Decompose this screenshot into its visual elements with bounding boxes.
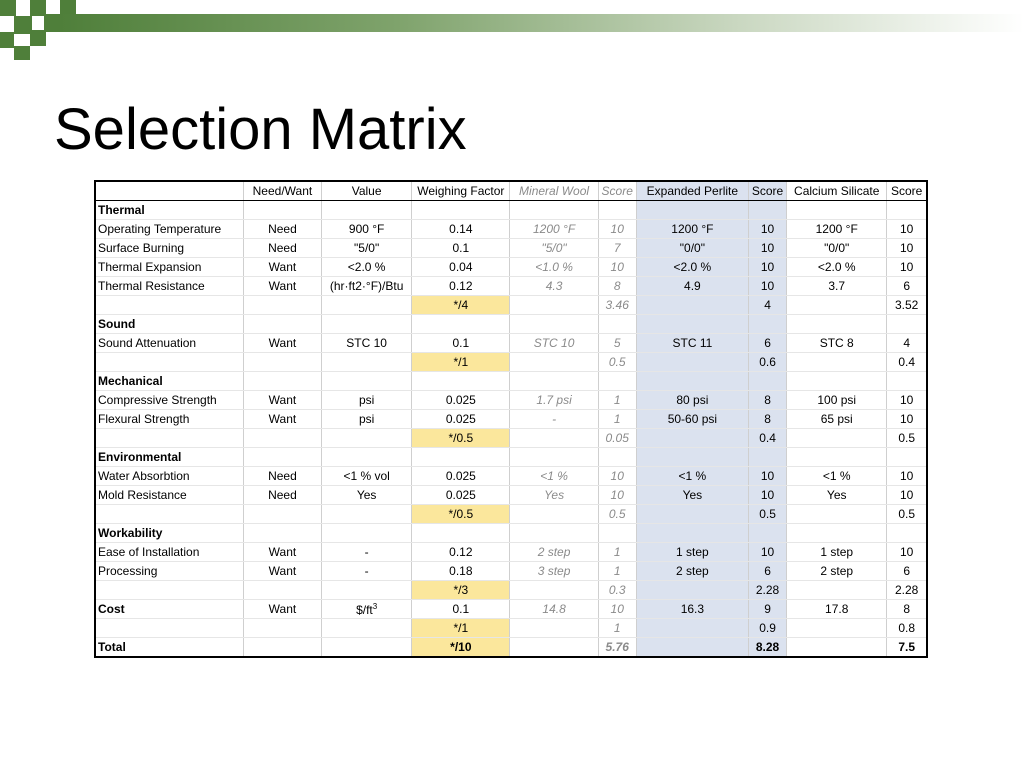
table-cell	[322, 372, 412, 391]
header-weighing-factor: Weighing Factor	[412, 181, 510, 201]
table-cell: 1 step	[787, 543, 887, 562]
row-label: Thermal	[95, 201, 243, 220]
table-cell	[243, 429, 321, 448]
table-cell: 0.5	[598, 505, 636, 524]
table-cell	[243, 524, 321, 543]
table-cell	[787, 638, 887, 658]
table-cell: STC 8	[787, 334, 887, 353]
table-row	[95, 239, 927, 258]
table-cell	[636, 296, 748, 315]
table-row	[95, 372, 927, 391]
table-cell: 10	[598, 258, 636, 277]
table-cell	[243, 201, 321, 220]
table-cell: 1	[598, 391, 636, 410]
table-cell: 0.025	[412, 486, 510, 505]
table-cell: Need	[243, 239, 321, 258]
table-cell: Yes	[322, 486, 412, 505]
table-row	[95, 410, 927, 429]
row-label: Cost	[95, 600, 243, 619]
table-cell: 5.76	[598, 638, 636, 658]
row-label: Total	[95, 638, 243, 658]
header-calcium-silicate-score: Score	[887, 181, 927, 201]
row-label: Ease of Installation	[95, 543, 243, 562]
table-cell: 8	[598, 277, 636, 296]
table-cell	[412, 315, 510, 334]
table-cell	[510, 581, 598, 600]
table-cell	[787, 429, 887, 448]
table-cell: "5/0"	[510, 239, 598, 258]
table-cell: 4.3	[510, 277, 598, 296]
deco-square	[14, 46, 30, 60]
table-cell: Want	[243, 258, 321, 277]
table-row	[95, 638, 927, 658]
table-cell: 80 psi	[636, 391, 748, 410]
table-cell: 10	[598, 486, 636, 505]
table-cell: 3 step	[510, 562, 598, 581]
table-cell	[243, 619, 321, 638]
header-corner	[95, 181, 243, 201]
table-cell: 0.8	[887, 619, 927, 638]
table-cell	[636, 448, 748, 467]
row-label: Flexural Strength	[95, 410, 243, 429]
row-label: Water Absorbtion	[95, 467, 243, 486]
table-cell: 10	[598, 600, 636, 619]
table-cell	[322, 201, 412, 220]
table-cell: <1 %	[636, 467, 748, 486]
table-cell: 3.7	[787, 277, 887, 296]
table-cell: -	[322, 562, 412, 581]
table-cell	[510, 315, 598, 334]
row-label: Thermal Expansion	[95, 258, 243, 277]
table-cell: 2 step	[510, 543, 598, 562]
table-cell: Need	[243, 220, 321, 239]
table-cell	[510, 619, 598, 638]
table-cell: -	[510, 410, 598, 429]
table-cell: 0.6	[749, 353, 787, 372]
table-row	[95, 562, 927, 581]
table-cell	[322, 353, 412, 372]
header-value: Value	[322, 181, 412, 201]
table-cell: Need	[243, 467, 321, 486]
table-cell: 0.14	[412, 220, 510, 239]
row-label	[95, 619, 243, 638]
header-expanded-perlite: Expanded Perlite	[636, 181, 748, 201]
table-cell	[749, 201, 787, 220]
table-cell: psi	[322, 410, 412, 429]
table-cell: 10	[887, 391, 927, 410]
table-cell	[787, 353, 887, 372]
table-cell	[636, 638, 748, 658]
table-cell: 10	[749, 277, 787, 296]
table-cell: "0/0"	[636, 239, 748, 258]
table-cell	[636, 619, 748, 638]
table-cell: Yes	[510, 486, 598, 505]
table-cell: 10	[887, 543, 927, 562]
table-cell	[322, 505, 412, 524]
row-label	[95, 353, 243, 372]
table-cell	[243, 448, 321, 467]
table-cell	[243, 505, 321, 524]
table-cell: 0.1	[412, 239, 510, 258]
table-cell	[243, 581, 321, 600]
table-row	[95, 315, 927, 334]
table-cell	[787, 315, 887, 334]
table-cell: 0.04	[412, 258, 510, 277]
table-cell: 5	[598, 334, 636, 353]
table-cell: 4	[749, 296, 787, 315]
table-cell: 10	[887, 239, 927, 258]
table-cell	[887, 315, 927, 334]
table-cell: 0.12	[412, 277, 510, 296]
table-row	[95, 258, 927, 277]
row-label: Workability	[95, 524, 243, 543]
table-cell: 10	[749, 239, 787, 258]
table-cell	[510, 201, 598, 220]
table-cell	[412, 448, 510, 467]
table-cell: 1	[598, 619, 636, 638]
table-cell: 0.12	[412, 543, 510, 562]
selection-matrix-table	[94, 180, 928, 658]
table-cell	[510, 429, 598, 448]
table-cell: Need	[243, 486, 321, 505]
table-cell	[787, 619, 887, 638]
table-cell: */3	[412, 581, 510, 600]
table-cell	[636, 315, 748, 334]
table-cell	[598, 372, 636, 391]
table-cell: 10	[887, 258, 927, 277]
table-cell	[322, 296, 412, 315]
table-cell: 0.5	[598, 353, 636, 372]
table-cell	[636, 372, 748, 391]
table-row	[95, 600, 927, 619]
table-cell: 0.025	[412, 410, 510, 429]
table-cell: 10	[749, 258, 787, 277]
table-cell	[887, 201, 927, 220]
table-cell: 0.5	[887, 505, 927, 524]
table-row	[95, 524, 927, 543]
table-cell: 10	[749, 467, 787, 486]
table-cell: 10	[887, 486, 927, 505]
table-cell: 0.3	[598, 581, 636, 600]
table-row	[95, 486, 927, 505]
slide-title: Selection Matrix	[54, 97, 467, 162]
table-cell: $\$/ft^3$	[322, 600, 412, 619]
table-cell: 900 °F	[322, 220, 412, 239]
table-cell: */0.5	[412, 429, 510, 448]
table-cell	[636, 505, 748, 524]
table-cell: 1200 °F	[510, 220, 598, 239]
table-cell: Want	[243, 600, 321, 619]
table-row	[95, 429, 927, 448]
table-header-row	[95, 181, 927, 201]
table-cell: 8	[749, 391, 787, 410]
table-cell: Want	[243, 543, 321, 562]
table-cell: Yes	[787, 486, 887, 505]
table-cell: (hr·ft2·°F)/Btu	[322, 277, 412, 296]
table-cell: 65 psi	[787, 410, 887, 429]
table-cell: Want	[243, 277, 321, 296]
table-cell: 100 psi	[787, 391, 887, 410]
table-cell: 0.5	[749, 505, 787, 524]
table-cell	[510, 296, 598, 315]
table-cell: STC 10	[322, 334, 412, 353]
table-cell: Want	[243, 562, 321, 581]
header-need-want: Need/Want	[243, 181, 321, 201]
table-cell: 7.5	[887, 638, 927, 658]
table-cell	[510, 638, 598, 658]
table-cell	[787, 581, 887, 600]
table-row	[95, 201, 927, 220]
table-cell: 10	[887, 410, 927, 429]
table-row	[95, 581, 927, 600]
table-cell: 2.28	[887, 581, 927, 600]
table-row	[95, 277, 927, 296]
table-cell	[322, 619, 412, 638]
table-cell	[412, 372, 510, 391]
table-cell: 4.9	[636, 277, 748, 296]
table-cell: <1 % vol	[322, 467, 412, 486]
table-cell: "5/0"	[322, 239, 412, 258]
row-label: Mold Resistance	[95, 486, 243, 505]
table-cell	[322, 524, 412, 543]
table-cell: 10	[749, 543, 787, 562]
row-label: Surface Burning	[95, 239, 243, 258]
row-label	[95, 429, 243, 448]
header-mineral-wool: Mineral Wool	[510, 181, 598, 201]
table-cell	[787, 524, 887, 543]
deco-square	[60, 0, 76, 14]
table-cell: 0.025	[412, 467, 510, 486]
gradient-bar	[60, 14, 1024, 32]
table-cell: 6	[749, 562, 787, 581]
row-label: Mechanical	[95, 372, 243, 391]
table-row	[95, 391, 927, 410]
table-cell	[636, 201, 748, 220]
table-row	[95, 467, 927, 486]
table-cell: 4	[887, 334, 927, 353]
table-cell	[510, 505, 598, 524]
table-cell: 0.9	[749, 619, 787, 638]
row-label: Processing	[95, 562, 243, 581]
table-cell: 0.18	[412, 562, 510, 581]
table-cell: 50-60 psi	[636, 410, 748, 429]
table-row	[95, 353, 927, 372]
table-row	[95, 220, 927, 239]
table-cell	[243, 372, 321, 391]
table-cell: 1200 °F	[787, 220, 887, 239]
row-label	[95, 296, 243, 315]
table-cell: 9	[749, 600, 787, 619]
header-mineral-wool-score: Score	[598, 181, 636, 201]
table-cell: 10	[598, 467, 636, 486]
table-cell: 2.28	[749, 581, 787, 600]
table-cell	[598, 524, 636, 543]
table-cell: 10	[598, 220, 636, 239]
row-label: Environmental	[95, 448, 243, 467]
table-cell: -	[322, 543, 412, 562]
table-cell	[598, 448, 636, 467]
row-label: Sound Attenuation	[95, 334, 243, 353]
table-cell	[510, 448, 598, 467]
deco-square	[30, 30, 46, 46]
table-cell	[322, 315, 412, 334]
table-cell: <1 %	[510, 467, 598, 486]
table-cell: 0.5	[887, 429, 927, 448]
table-cell	[749, 372, 787, 391]
row-label: Compressive Strength	[95, 391, 243, 410]
table-cell	[322, 638, 412, 658]
table-cell: Want	[243, 391, 321, 410]
table-cell	[636, 581, 748, 600]
table-cell: "0/0"	[787, 239, 887, 258]
table-row	[95, 448, 927, 467]
table-cell: <1.0 %	[510, 258, 598, 277]
table-cell	[598, 201, 636, 220]
table-cell	[636, 353, 748, 372]
table-row	[95, 296, 927, 315]
table-cell	[887, 448, 927, 467]
table-cell	[887, 524, 927, 543]
deco-square	[0, 32, 14, 48]
table-cell: Want	[243, 410, 321, 429]
table-cell	[636, 524, 748, 543]
table-cell: 0.1	[412, 334, 510, 353]
table-cell: 10	[749, 486, 787, 505]
table-cell	[749, 524, 787, 543]
table-cell	[749, 448, 787, 467]
table-cell	[412, 201, 510, 220]
table-cell: 1.7 psi	[510, 391, 598, 410]
table-cell: 7	[598, 239, 636, 258]
table-cell: psi	[322, 391, 412, 410]
row-label	[95, 581, 243, 600]
table-cell	[322, 581, 412, 600]
table-cell: */4	[412, 296, 510, 315]
table-cell: 8	[887, 600, 927, 619]
table-cell: 1200 °F	[636, 220, 748, 239]
table-cell	[598, 315, 636, 334]
table-cell: <2.0 %	[636, 258, 748, 277]
table-cell	[787, 296, 887, 315]
table-row	[95, 543, 927, 562]
table-cell: 0.4	[887, 353, 927, 372]
table-cell	[243, 638, 321, 658]
table-cell: 1	[598, 562, 636, 581]
deco-square	[0, 0, 16, 16]
table-cell: */1	[412, 619, 510, 638]
table-cell: 8	[749, 410, 787, 429]
table-cell: Yes	[636, 486, 748, 505]
table-cell	[510, 372, 598, 391]
row-label: Thermal Resistance	[95, 277, 243, 296]
table-cell: 2 step	[636, 562, 748, 581]
table-cell: */10	[412, 638, 510, 658]
table-cell: <1 %	[787, 467, 887, 486]
table-row	[95, 619, 927, 638]
table-cell	[243, 315, 321, 334]
row-label: Sound	[95, 315, 243, 334]
table-cell: <2.0 %	[787, 258, 887, 277]
table-cell: 2 step	[787, 562, 887, 581]
table-cell: 10	[749, 220, 787, 239]
table-cell	[887, 372, 927, 391]
table-cell: */1	[412, 353, 510, 372]
table-cell: 0.4	[749, 429, 787, 448]
table-cell	[412, 524, 510, 543]
table-cell	[243, 296, 321, 315]
table-cell: 1 step	[636, 543, 748, 562]
row-label	[95, 505, 243, 524]
table-cell	[510, 353, 598, 372]
table-cell	[749, 315, 787, 334]
table-cell	[787, 201, 887, 220]
table-cell: 3.46	[598, 296, 636, 315]
table-cell	[787, 448, 887, 467]
header-expanded-perlite-score: Score	[749, 181, 787, 201]
table-cell: 8.28	[749, 638, 787, 658]
table-cell: 14.8	[510, 600, 598, 619]
table-cell	[510, 524, 598, 543]
header-calcium-silicate: Calcium Silicate	[787, 181, 887, 201]
table-cell	[243, 353, 321, 372]
table-cell: STC 10	[510, 334, 598, 353]
table-cell	[636, 429, 748, 448]
table-cell: 0.05	[598, 429, 636, 448]
superscript: 3	[372, 601, 378, 611]
table-cell: 17.8	[787, 600, 887, 619]
deco-square	[44, 14, 60, 32]
table-cell: 1	[598, 543, 636, 562]
table-cell: 6	[887, 562, 927, 581]
table-cell: 6	[749, 334, 787, 353]
table-cell	[322, 448, 412, 467]
table-cell: 6	[887, 277, 927, 296]
table-cell	[787, 505, 887, 524]
row-label: Operating Temperature	[95, 220, 243, 239]
table-cell: 0.025	[412, 391, 510, 410]
table-cell: Want	[243, 334, 321, 353]
table-cell: 1	[598, 410, 636, 429]
table-cell: */0.5	[412, 505, 510, 524]
table-row	[95, 505, 927, 524]
table-cell	[322, 429, 412, 448]
table-row	[95, 334, 927, 353]
table-cell: 16.3	[636, 600, 748, 619]
table-cell: 10	[887, 220, 927, 239]
table-cell: 10	[887, 467, 927, 486]
table-cell: 3.52	[887, 296, 927, 315]
table-cell: 0.1	[412, 600, 510, 619]
table-cell	[787, 372, 887, 391]
table-cell: <2.0 %	[322, 258, 412, 277]
table-cell: STC 11	[636, 334, 748, 353]
